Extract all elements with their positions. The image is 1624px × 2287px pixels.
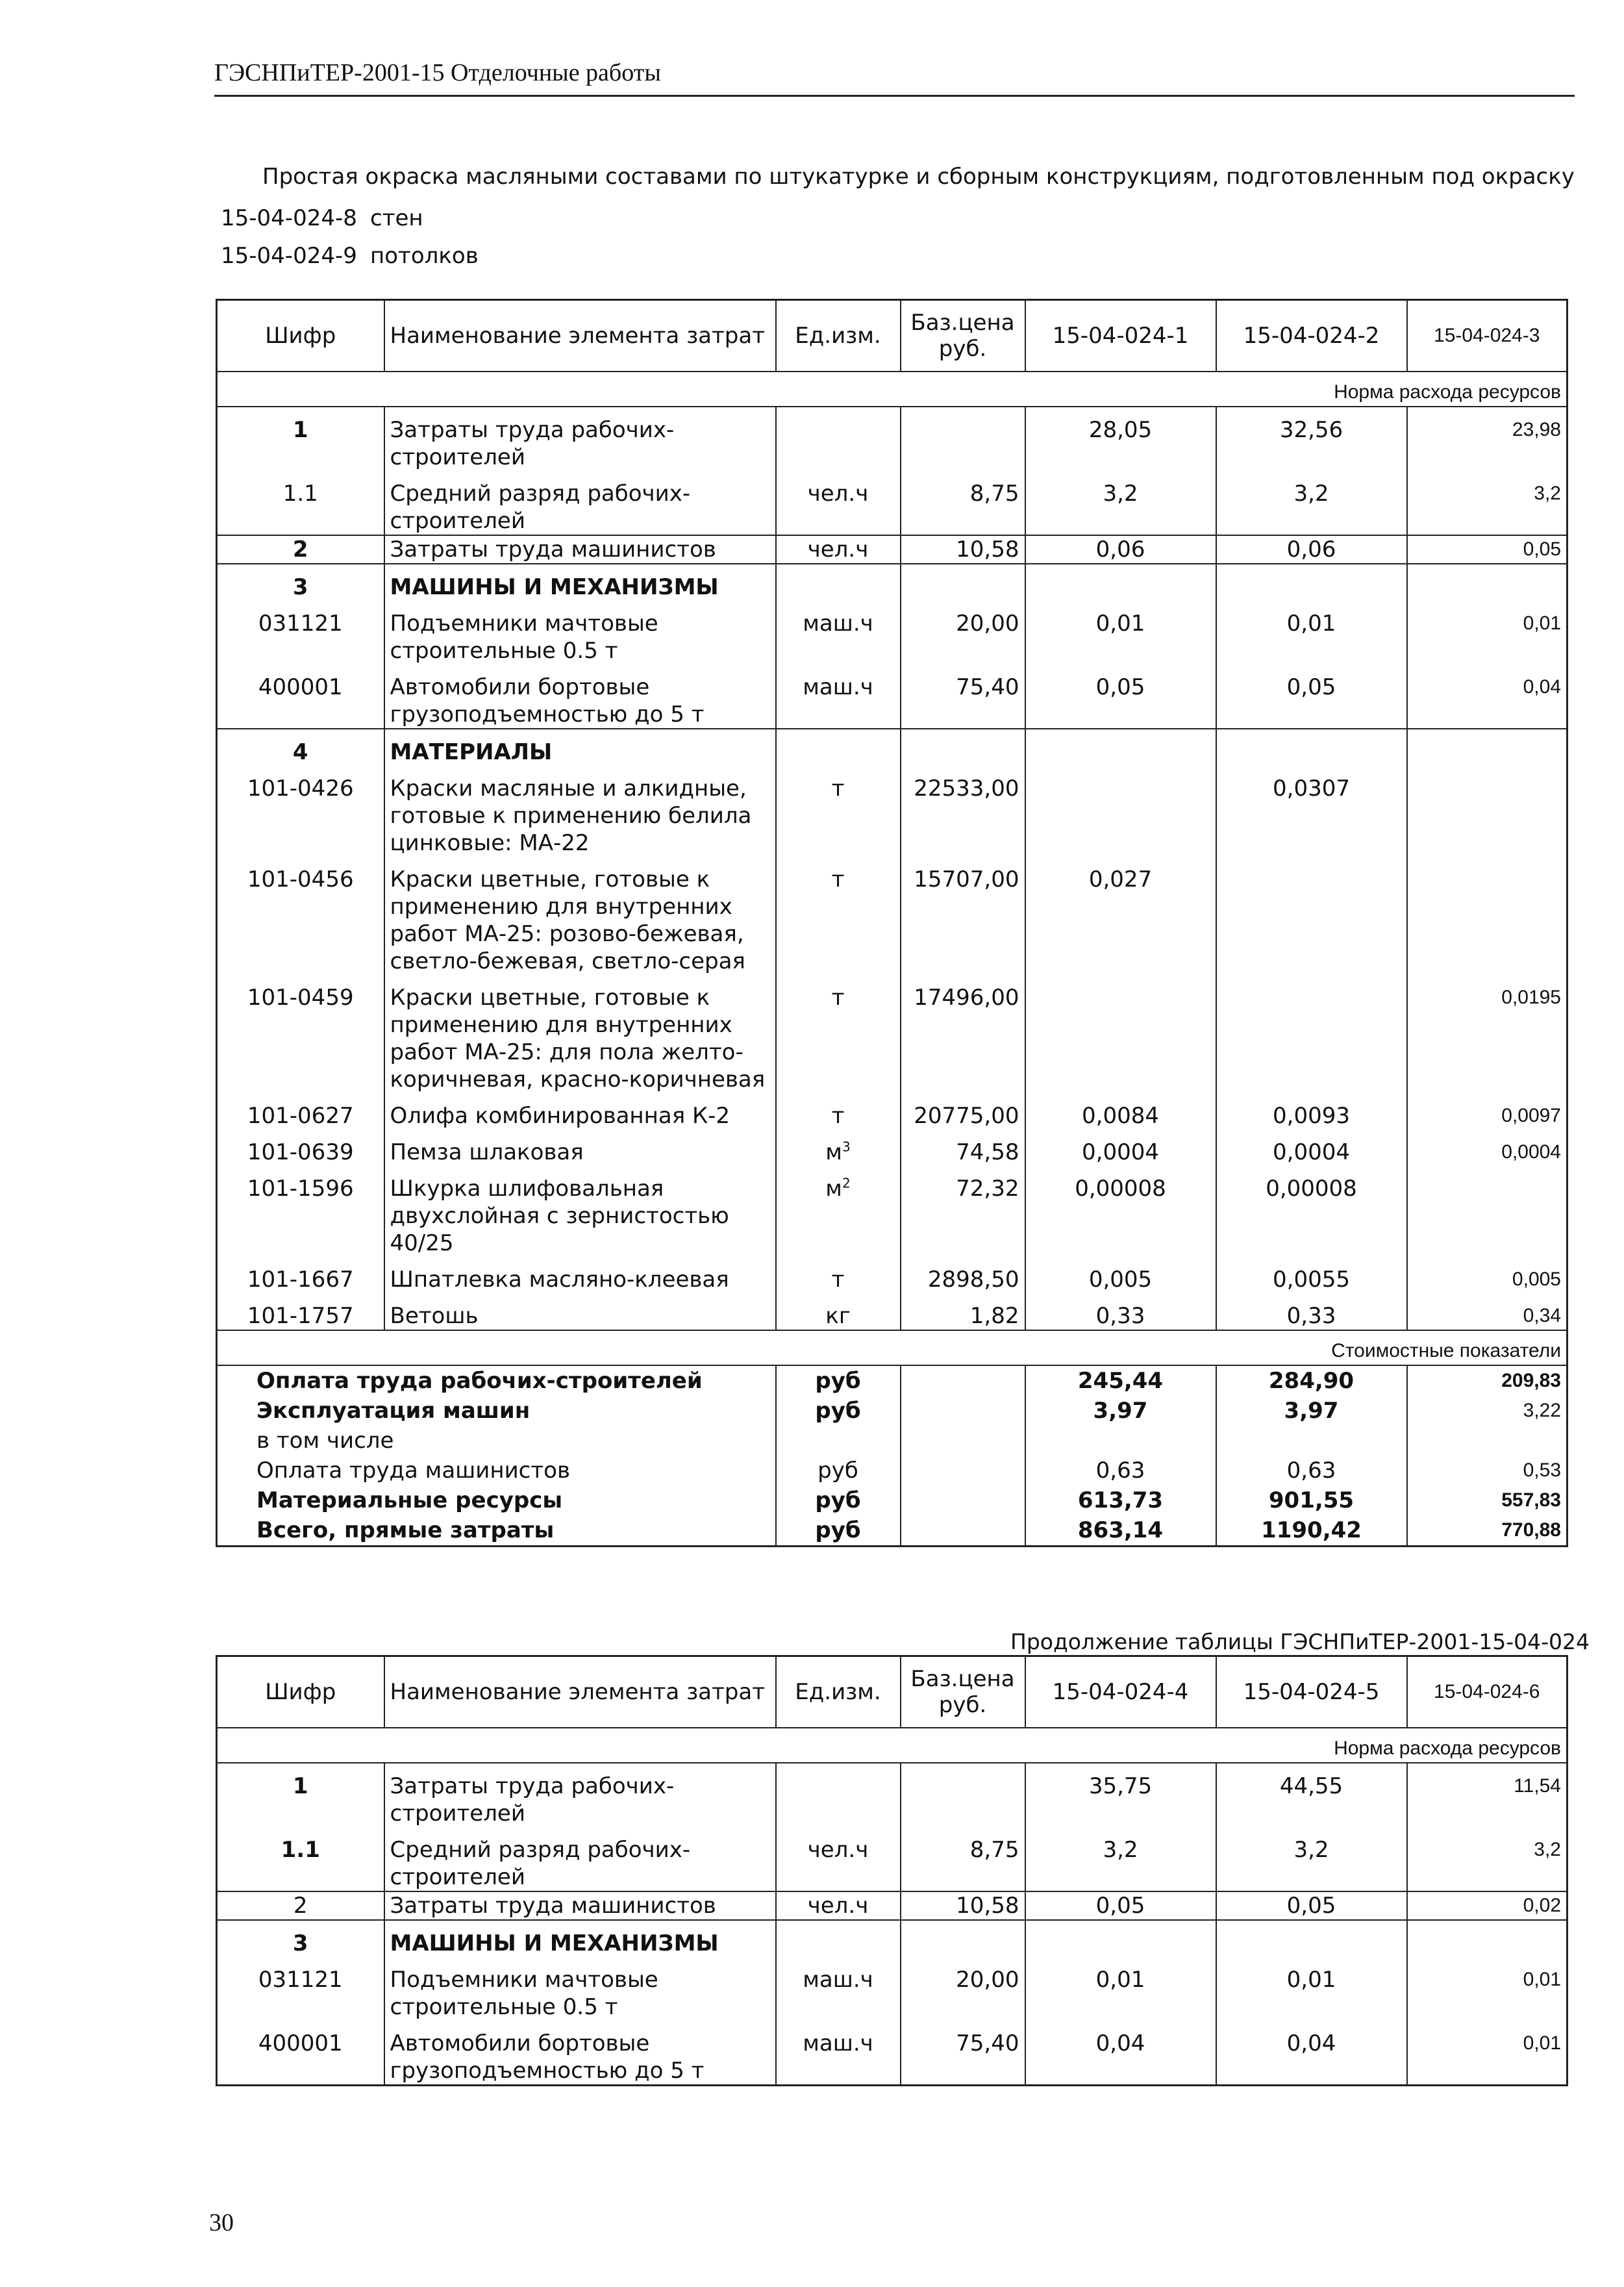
row-name: Краски цветные, готовые к применению для внутренних работ МА-25: розово-бежевая, светло-бежевая, светло-серая xyxy=(384,857,776,975)
row-value: 0,01 xyxy=(1407,601,1568,664)
row-value: 0,02 xyxy=(1407,1891,1568,1920)
row-value: 0,05 xyxy=(1216,664,1407,729)
continuation-title: Продолжение таблицы ГЭСНПиТЕР-2001-15-04-024 xyxy=(1010,1629,1590,1654)
row-value: 0,04 xyxy=(1407,664,1568,729)
row-value: 0,00008 xyxy=(1025,1166,1216,1257)
row-value: 0,06 xyxy=(1025,535,1216,564)
row-price: 20775,00 xyxy=(901,1093,1025,1130)
row-code: 1 xyxy=(217,407,384,471)
row-name: Подъемники мачтовые строительные 0.5 т xyxy=(384,1957,776,2021)
row-unit: т xyxy=(776,857,901,975)
cost-row xyxy=(217,1515,1568,1547)
code-number: 15-04-024-8 xyxy=(221,205,357,231)
row-name: Затраты труда рабочих-строителей xyxy=(384,1763,776,1827)
row-value: 44,55 xyxy=(1216,1763,1407,1827)
table-row xyxy=(217,1093,1568,1130)
table-row xyxy=(217,975,1568,1093)
row-price: 10,58 xyxy=(901,535,1025,564)
row-code: 4 xyxy=(217,729,384,766)
header-col-1: 15-04-024-4 xyxy=(1025,1656,1216,1728)
row-value: 3,2 xyxy=(1407,471,1568,535)
row-name: Средний разряд рабочих-строителей xyxy=(384,471,776,535)
cost-row-value: 0,63 xyxy=(1025,1456,1216,1485)
row-name: Олифа комбинированная К-2 xyxy=(384,1093,776,1130)
row-code: 101-1757 xyxy=(217,1293,384,1330)
table-row xyxy=(217,1763,1568,1827)
row-unit: $м^3$ xyxy=(776,1130,901,1166)
table-row xyxy=(217,601,1568,664)
cost-row-value: 557,83 xyxy=(1407,1485,1568,1515)
row-value: 0,04 xyxy=(1025,2021,1216,2086)
header-name: Наименование элемента затрат xyxy=(384,300,776,372)
row-name: МАШИНЫ И МЕХАНИЗМЫ xyxy=(384,564,776,601)
row-name: Автомобили бортовые грузоподъемностью до 5 т xyxy=(384,2021,776,2086)
cost-row-value: 0,63 xyxy=(1216,1456,1407,1485)
header-col-3: 15-04-024-3 xyxy=(1407,300,1568,372)
row-price: 15707,00 xyxy=(901,857,1025,975)
header-code: Шифр xyxy=(217,1656,384,1728)
table-row xyxy=(217,857,1568,975)
row-code: 031121 xyxy=(217,1957,384,2021)
row-name: Краски цветные, готовые к применению для внутренних работ МА-25: для пола желто-коричневая, красно-коричневая xyxy=(384,975,776,1093)
row-price: 75,40 xyxy=(901,2021,1025,2086)
row-value: 0,0307 xyxy=(1216,766,1407,857)
cost-row-value: 901,55 xyxy=(1216,1485,1407,1515)
cost-row-value: 284,90 xyxy=(1216,1365,1407,1396)
row-value xyxy=(1025,975,1216,1093)
row-value: 0,0195 xyxy=(1407,975,1568,1093)
row-value: 0,05 xyxy=(1025,664,1216,729)
row-value xyxy=(1216,975,1407,1093)
table-row xyxy=(217,535,1568,564)
row-value: 0,04 xyxy=(1216,2021,1407,2086)
header-col-1: 15-04-024-1 xyxy=(1025,300,1216,372)
norm-label: Норма расхода ресурсов xyxy=(217,372,1568,407)
row-name: Затраты труда рабочих-строителей xyxy=(384,407,776,471)
code-number: 15-04-024-9 xyxy=(221,243,357,269)
cost-row-label: Оплата труда машинистов xyxy=(217,1456,776,1485)
row-value xyxy=(1216,857,1407,975)
row-name: Затраты труда машинистов xyxy=(384,535,776,564)
row-value: 3,2 xyxy=(1025,1827,1216,1891)
row-unit: $м^2$ xyxy=(776,1166,901,1257)
row-value: 0,027 xyxy=(1025,857,1216,975)
row-name: Ветошь xyxy=(384,1293,776,1330)
row-value: 0,34 xyxy=(1407,1293,1568,1330)
header-name: Наименование элемента затрат xyxy=(384,1656,776,1728)
row-value: 0,01 xyxy=(1216,601,1407,664)
row-code: 400001 xyxy=(217,2021,384,2086)
row-name: Шкурка шлифовальная двухслойная с зернистостью 40/25 xyxy=(384,1166,776,1257)
row-name: Затраты труда машинистов xyxy=(384,1891,776,1920)
row-unit: чел.ч xyxy=(776,535,901,564)
row-value: 0,05 xyxy=(1216,1891,1407,1920)
row-value: 0,01 xyxy=(1025,1957,1216,2021)
row-unit xyxy=(776,1763,901,1827)
row-value xyxy=(1407,766,1568,857)
row-code: 3 xyxy=(217,564,384,601)
cost-row-unit: руб xyxy=(776,1456,901,1485)
row-code: 101-0456 xyxy=(217,857,384,975)
row-code: 1.1 xyxy=(217,471,384,535)
row-price: 20,00 xyxy=(901,1957,1025,2021)
row-code: 101-0627 xyxy=(217,1093,384,1130)
table-row xyxy=(217,664,1568,729)
row-name: Подъемники мачтовые строительные 0.5 т xyxy=(384,601,776,664)
row-price: 1,82 xyxy=(901,1293,1025,1330)
row-value: 0,0004 xyxy=(1216,1130,1407,1166)
section-title: Простая окраска масляными составами по штукатурке и сборным конструкциям, подготовленным под окраску xyxy=(262,164,1575,190)
row-value: 0,33 xyxy=(1216,1293,1407,1330)
row-price: 75,40 xyxy=(901,664,1025,729)
row-price: 10,58 xyxy=(901,1891,1025,1920)
row-value: 0,0004 xyxy=(1407,1130,1568,1166)
row-price: 2898,50 xyxy=(901,1257,1025,1293)
row-price: 72,32 xyxy=(901,1166,1025,1257)
norm-label: Норма расхода ресурсов xyxy=(217,1728,1568,1763)
row-price: 8,75 xyxy=(901,471,1025,535)
row-name: МАТЕРИАЛЫ xyxy=(384,729,776,766)
cost-row-value: 0,53 xyxy=(1407,1456,1568,1485)
row-code: 1 xyxy=(217,1763,384,1827)
row-value: 3,2 xyxy=(1025,471,1216,535)
row-value: 3,2 xyxy=(1216,1827,1407,1891)
row-price: 8,75 xyxy=(901,1827,1025,1891)
row-name: МАШИНЫ И МЕХАНИЗМЫ xyxy=(384,1920,776,1957)
row-unit: т xyxy=(776,975,901,1093)
table-row xyxy=(217,766,1568,857)
row-code: 101-0639 xyxy=(217,1130,384,1166)
row-value: 28,05 xyxy=(1025,407,1216,471)
row-unit: кг xyxy=(776,1293,901,1330)
cost-row-value: 3,97 xyxy=(1025,1396,1216,1426)
row-value: 0,33 xyxy=(1025,1293,1216,1330)
table-header-row xyxy=(217,1656,1568,1728)
row-name: Средний разряд рабочих-строителей xyxy=(384,1827,776,1891)
row-value: 0,0004 xyxy=(1025,1130,1216,1166)
table-row xyxy=(217,1293,1568,1330)
row-code: 2 xyxy=(217,1891,384,1920)
row-code: 400001 xyxy=(217,664,384,729)
row-value xyxy=(1407,1166,1568,1257)
code-line xyxy=(221,205,423,231)
cost-row-label: Всего, прямые затраты xyxy=(217,1515,776,1547)
cost-row-label: в том числе xyxy=(217,1426,776,1456)
row-unit: т xyxy=(776,766,901,857)
table-row xyxy=(217,1130,1568,1166)
cost-label: Стоимостные показатели xyxy=(217,1330,1568,1365)
cost-row xyxy=(217,1396,1568,1426)
row-value xyxy=(1025,766,1216,857)
table-row xyxy=(217,1827,1568,1891)
row-unit: чел.ч xyxy=(776,1891,901,1920)
row-name: Пемза шлаковая xyxy=(384,1130,776,1166)
table-row xyxy=(217,1957,1568,2021)
row-price xyxy=(901,1763,1025,1827)
cost-row-value: 770,88 xyxy=(1407,1515,1568,1547)
row-price xyxy=(901,407,1025,471)
row-unit: чел.ч xyxy=(776,1827,901,1891)
row-unit: маш.ч xyxy=(776,664,901,729)
row-name: Автомобили бортовые грузоподъемностью до 5 т xyxy=(384,664,776,729)
row-value: 0,0055 xyxy=(1216,1257,1407,1293)
row-code: 101-0459 xyxy=(217,975,384,1093)
row-name: Шпатлевка масляно-клеевая xyxy=(384,1257,776,1293)
header-title: ГЭСНПиТЕР-2001-15 Отделочные работы xyxy=(214,59,661,86)
row-value: 0,01 xyxy=(1407,1957,1568,2021)
row-value: 0,06 xyxy=(1216,535,1407,564)
row-code: 1.1 xyxy=(217,1827,384,1891)
header-col-3: 15-04-024-6 xyxy=(1407,1656,1568,1728)
table-row xyxy=(217,407,1568,471)
cost-row-label: Оплата труда рабочих-строителей xyxy=(217,1365,776,1396)
row-price: 22533,00 xyxy=(901,766,1025,857)
cost-row xyxy=(217,1426,1568,1456)
resource-table-1 xyxy=(216,299,1568,1547)
code-line xyxy=(221,243,479,269)
page-number: 30 xyxy=(209,2209,234,2236)
row-code: 3 xyxy=(217,1920,384,1957)
row-value: 0,00008 xyxy=(1216,1166,1407,1257)
table-row xyxy=(217,1166,1568,1257)
table-row xyxy=(217,471,1568,535)
row-unit: маш.ч xyxy=(776,2021,901,2086)
row-value: 0,0093 xyxy=(1216,1093,1407,1130)
row-value: 0,005 xyxy=(1407,1257,1568,1293)
table-row xyxy=(217,564,1568,601)
cost-row-value: 3,22 xyxy=(1407,1396,1568,1426)
header-rule xyxy=(214,95,1575,97)
table-header-row xyxy=(217,300,1568,372)
row-value: 23,98 xyxy=(1407,407,1568,471)
cost-row xyxy=(217,1365,1568,1396)
row-value: 0,0097 xyxy=(1407,1093,1568,1130)
resource-table-2 xyxy=(216,1655,1568,2086)
row-value xyxy=(1407,857,1568,975)
row-code: 031121 xyxy=(217,601,384,664)
header-unit: Ед.изм. xyxy=(776,300,901,372)
row-value: 3,2 xyxy=(1407,1827,1568,1891)
table-row xyxy=(217,2021,1568,2086)
row-unit xyxy=(776,407,901,471)
row-unit: маш.ч xyxy=(776,1957,901,2021)
row-code: 2 xyxy=(217,535,384,564)
cost-row-unit: руб xyxy=(776,1515,901,1547)
row-name: Краски масляные и алкидные, готовые к применению белила цинковые: МА-22 xyxy=(384,766,776,857)
row-code: 101-1596 xyxy=(217,1166,384,1257)
row-value: 32,56 xyxy=(1216,407,1407,471)
header-price: Баз.цена руб. xyxy=(901,1656,1025,1728)
header-col-2: 15-04-024-5 xyxy=(1216,1656,1407,1728)
cost-row-label: Эксплуатация машин xyxy=(217,1396,776,1426)
row-price: 17496,00 xyxy=(901,975,1025,1093)
row-price: 20,00 xyxy=(901,601,1025,664)
code-name: стен xyxy=(370,205,423,231)
row-unit: чел.ч xyxy=(776,471,901,535)
row-value: 35,75 xyxy=(1025,1763,1216,1827)
row-value: 0,05 xyxy=(1025,1891,1216,1920)
cost-row-unit: руб xyxy=(776,1365,901,1396)
cost-row xyxy=(217,1456,1568,1485)
cost-row-value: 1190,42 xyxy=(1216,1515,1407,1547)
row-value: 0,0084 xyxy=(1025,1093,1216,1130)
table-row xyxy=(217,1920,1568,1957)
cost-row-unit: руб xyxy=(776,1396,901,1426)
row-value: 0,005 xyxy=(1025,1257,1216,1293)
row-unit: маш.ч xyxy=(776,601,901,664)
row-value: 0,01 xyxy=(1216,1957,1407,2021)
cost-row-unit: руб xyxy=(776,1485,901,1515)
table-row xyxy=(217,1891,1568,1920)
code-name: потолков xyxy=(370,243,479,269)
row-unit: т xyxy=(776,1257,901,1293)
cost-row-value: 863,14 xyxy=(1025,1515,1216,1547)
cost-row xyxy=(217,1485,1568,1515)
row-value: 3,2 xyxy=(1216,471,1407,535)
cost-row-value: 245,44 xyxy=(1025,1365,1216,1396)
header-code: Шифр xyxy=(217,300,384,372)
row-value: 0,05 xyxy=(1407,535,1568,564)
cost-row-value: 613,73 xyxy=(1025,1485,1216,1515)
row-code: 101-1667 xyxy=(217,1257,384,1293)
cost-row-label: Материальные ресурсы xyxy=(217,1485,776,1515)
row-value: 11,54 xyxy=(1407,1763,1568,1827)
cost-row-value: 3,97 xyxy=(1216,1396,1407,1426)
row-value: 0,01 xyxy=(1025,601,1216,664)
header-unit: Ед.изм. xyxy=(776,1656,901,1728)
header-price: Баз.цена руб. xyxy=(901,300,1025,372)
header-col-2: 15-04-024-2 xyxy=(1216,300,1407,372)
row-code: 101-0426 xyxy=(217,766,384,857)
row-value: 0,01 xyxy=(1407,2021,1568,2086)
table-row xyxy=(217,729,1568,766)
cost-row-value: 209,83 xyxy=(1407,1365,1568,1396)
row-unit: т xyxy=(776,1093,901,1130)
row-price: 74,58 xyxy=(901,1130,1025,1166)
table-row xyxy=(217,1257,1568,1293)
